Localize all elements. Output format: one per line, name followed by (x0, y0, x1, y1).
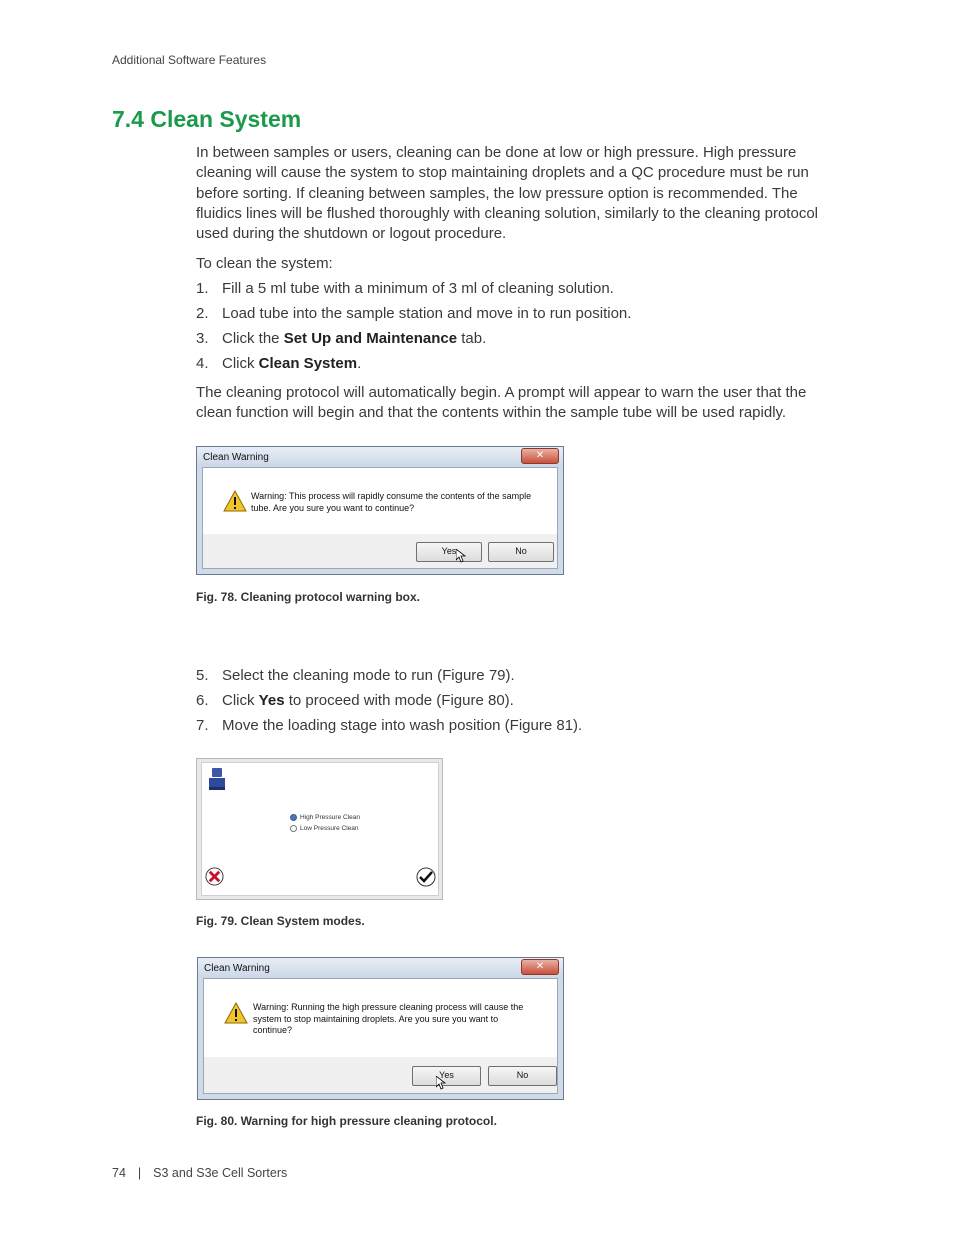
option-label: Low Pressure Clean (300, 825, 359, 833)
sample-tube-icon (206, 767, 228, 791)
option-high-pressure[interactable] (290, 814, 360, 821)
step-4 (196, 354, 361, 374)
step-text: Select the cleaning mode to run (Figure 79). (222, 667, 515, 684)
message-area (204, 979, 557, 1057)
dialog-message (253, 1002, 523, 1037)
dialog-client-area (203, 978, 558, 1094)
step-text: Click (222, 355, 259, 372)
footer-separator: | (137, 1166, 142, 1180)
dialog-title: Clean Warning (204, 963, 270, 974)
message-line: system to stop maintaining droplets. Are you sure you want to (253, 1013, 499, 1024)
yes-button[interactable]: Yes (412, 1066, 481, 1086)
close-button[interactable]: ✕ (521, 959, 559, 975)
figure-caption: Fig. 78. Cleaning protocol warning box. (196, 590, 421, 604)
message-line: Warning: This process will rapidly consume the contents of the sample (251, 491, 532, 501)
step-text: Click the (222, 330, 284, 347)
step-number: 1. (196, 280, 209, 297)
step-6 (196, 691, 514, 711)
intro-paragraph: In between samples or users, cleaning can be done at low or high pressure. High pressure cleaning will cause the system to stop maintaining droplets and a QC procedure must be run before sorting. If cleaning between samples, the low pressure option is recommended. The fluidics lines will be flushed thoroughly with cleaning solution, similarly to the cleaning protocol used during the shutdown or logout procedure. (196, 144, 818, 243)
radio-unselected-icon[interactable] (290, 825, 297, 832)
confirm-check-icon[interactable] (416, 867, 436, 887)
dialog-titlebar (198, 958, 563, 978)
step-number: 4. (196, 355, 209, 372)
step-number: 6. (196, 692, 209, 709)
option-low-pressure[interactable] (290, 825, 359, 832)
step-emphasis: Set Up and Maintenance (283, 330, 458, 347)
modes-inner (201, 762, 439, 896)
step-text-tail: . (357, 355, 362, 372)
running-head: Additional Software Features (112, 53, 267, 67)
no-button[interactable]: No (488, 1066, 557, 1086)
figure-caption: Fig. 79. Clean System modes. (196, 914, 365, 928)
figure-caption: Fig. 80. Warning for high pressure cleaning protocol. (196, 1114, 497, 1128)
option-label: High Pressure Clean (300, 814, 360, 822)
step-2 (196, 304, 631, 324)
message-line: Warning: Running the high pressure cleaning process will cause the (253, 1002, 524, 1012)
step-number: 2. (196, 305, 209, 322)
step-number: 3. (196, 330, 209, 347)
dialog-titlebar (197, 447, 563, 467)
section-title: 7.4 Clean System (112, 106, 302, 132)
cancel-x-icon[interactable] (205, 867, 224, 886)
after-steps-paragraph: The cleaning protocol will automatically begin. A prompt will appear to warn the user that the clean function will begin and that the contents within the sample tube will be used rapidly. (196, 384, 807, 422)
mouse-cursor-icon (456, 549, 466, 563)
mouse-cursor-icon (436, 1076, 446, 1090)
warning-icon (223, 490, 247, 512)
message-line: tube. Are you sure you want to continue? (251, 502, 415, 513)
step-text-tail: tab. (457, 330, 487, 347)
clean-system-modes-panel (196, 758, 443, 900)
step-emphasis: Clean System (258, 355, 358, 372)
yes-button[interactable]: Yes (416, 542, 482, 562)
step-text-tail: to proceed with mode (Figure 80). (284, 692, 514, 709)
dialog-client-area (202, 467, 558, 569)
close-button[interactable]: ✕ (521, 448, 559, 464)
page-footer (112, 1166, 287, 1180)
radio-selected-icon[interactable] (290, 814, 297, 821)
page-number: 74 (112, 1166, 126, 1180)
warning-icon (224, 1002, 248, 1024)
step-text: Load tube into the sample station and move in to run position. (222, 305, 632, 322)
clean-warning-dialog-fig80 (197, 957, 564, 1100)
step-3 (196, 329, 486, 349)
step-text: Click (222, 692, 259, 709)
message-line: continue? (253, 1025, 293, 1035)
step-5 (196, 666, 515, 686)
message-area (203, 468, 557, 534)
step-text: Move the loading stage into wash position (Figure 81). (222, 717, 583, 734)
step-7 (196, 716, 582, 736)
step-number: 5. (196, 667, 209, 684)
clean-warning-dialog-fig78 (196, 446, 564, 575)
step-emphasis: Yes (258, 692, 285, 709)
step-1 (196, 279, 614, 299)
no-button[interactable]: No (488, 542, 554, 562)
to-clean-lead: To clean the system: (196, 255, 333, 272)
footer-product: S3 and S3e Cell Sorters (153, 1166, 288, 1180)
dialog-title: Clean Warning (203, 452, 269, 463)
dialog-message (251, 491, 531, 514)
step-number: 7. (196, 717, 209, 734)
step-text: Fill a 5 ml tube with a minimum of 3 ml of cleaning solution. (222, 280, 614, 297)
